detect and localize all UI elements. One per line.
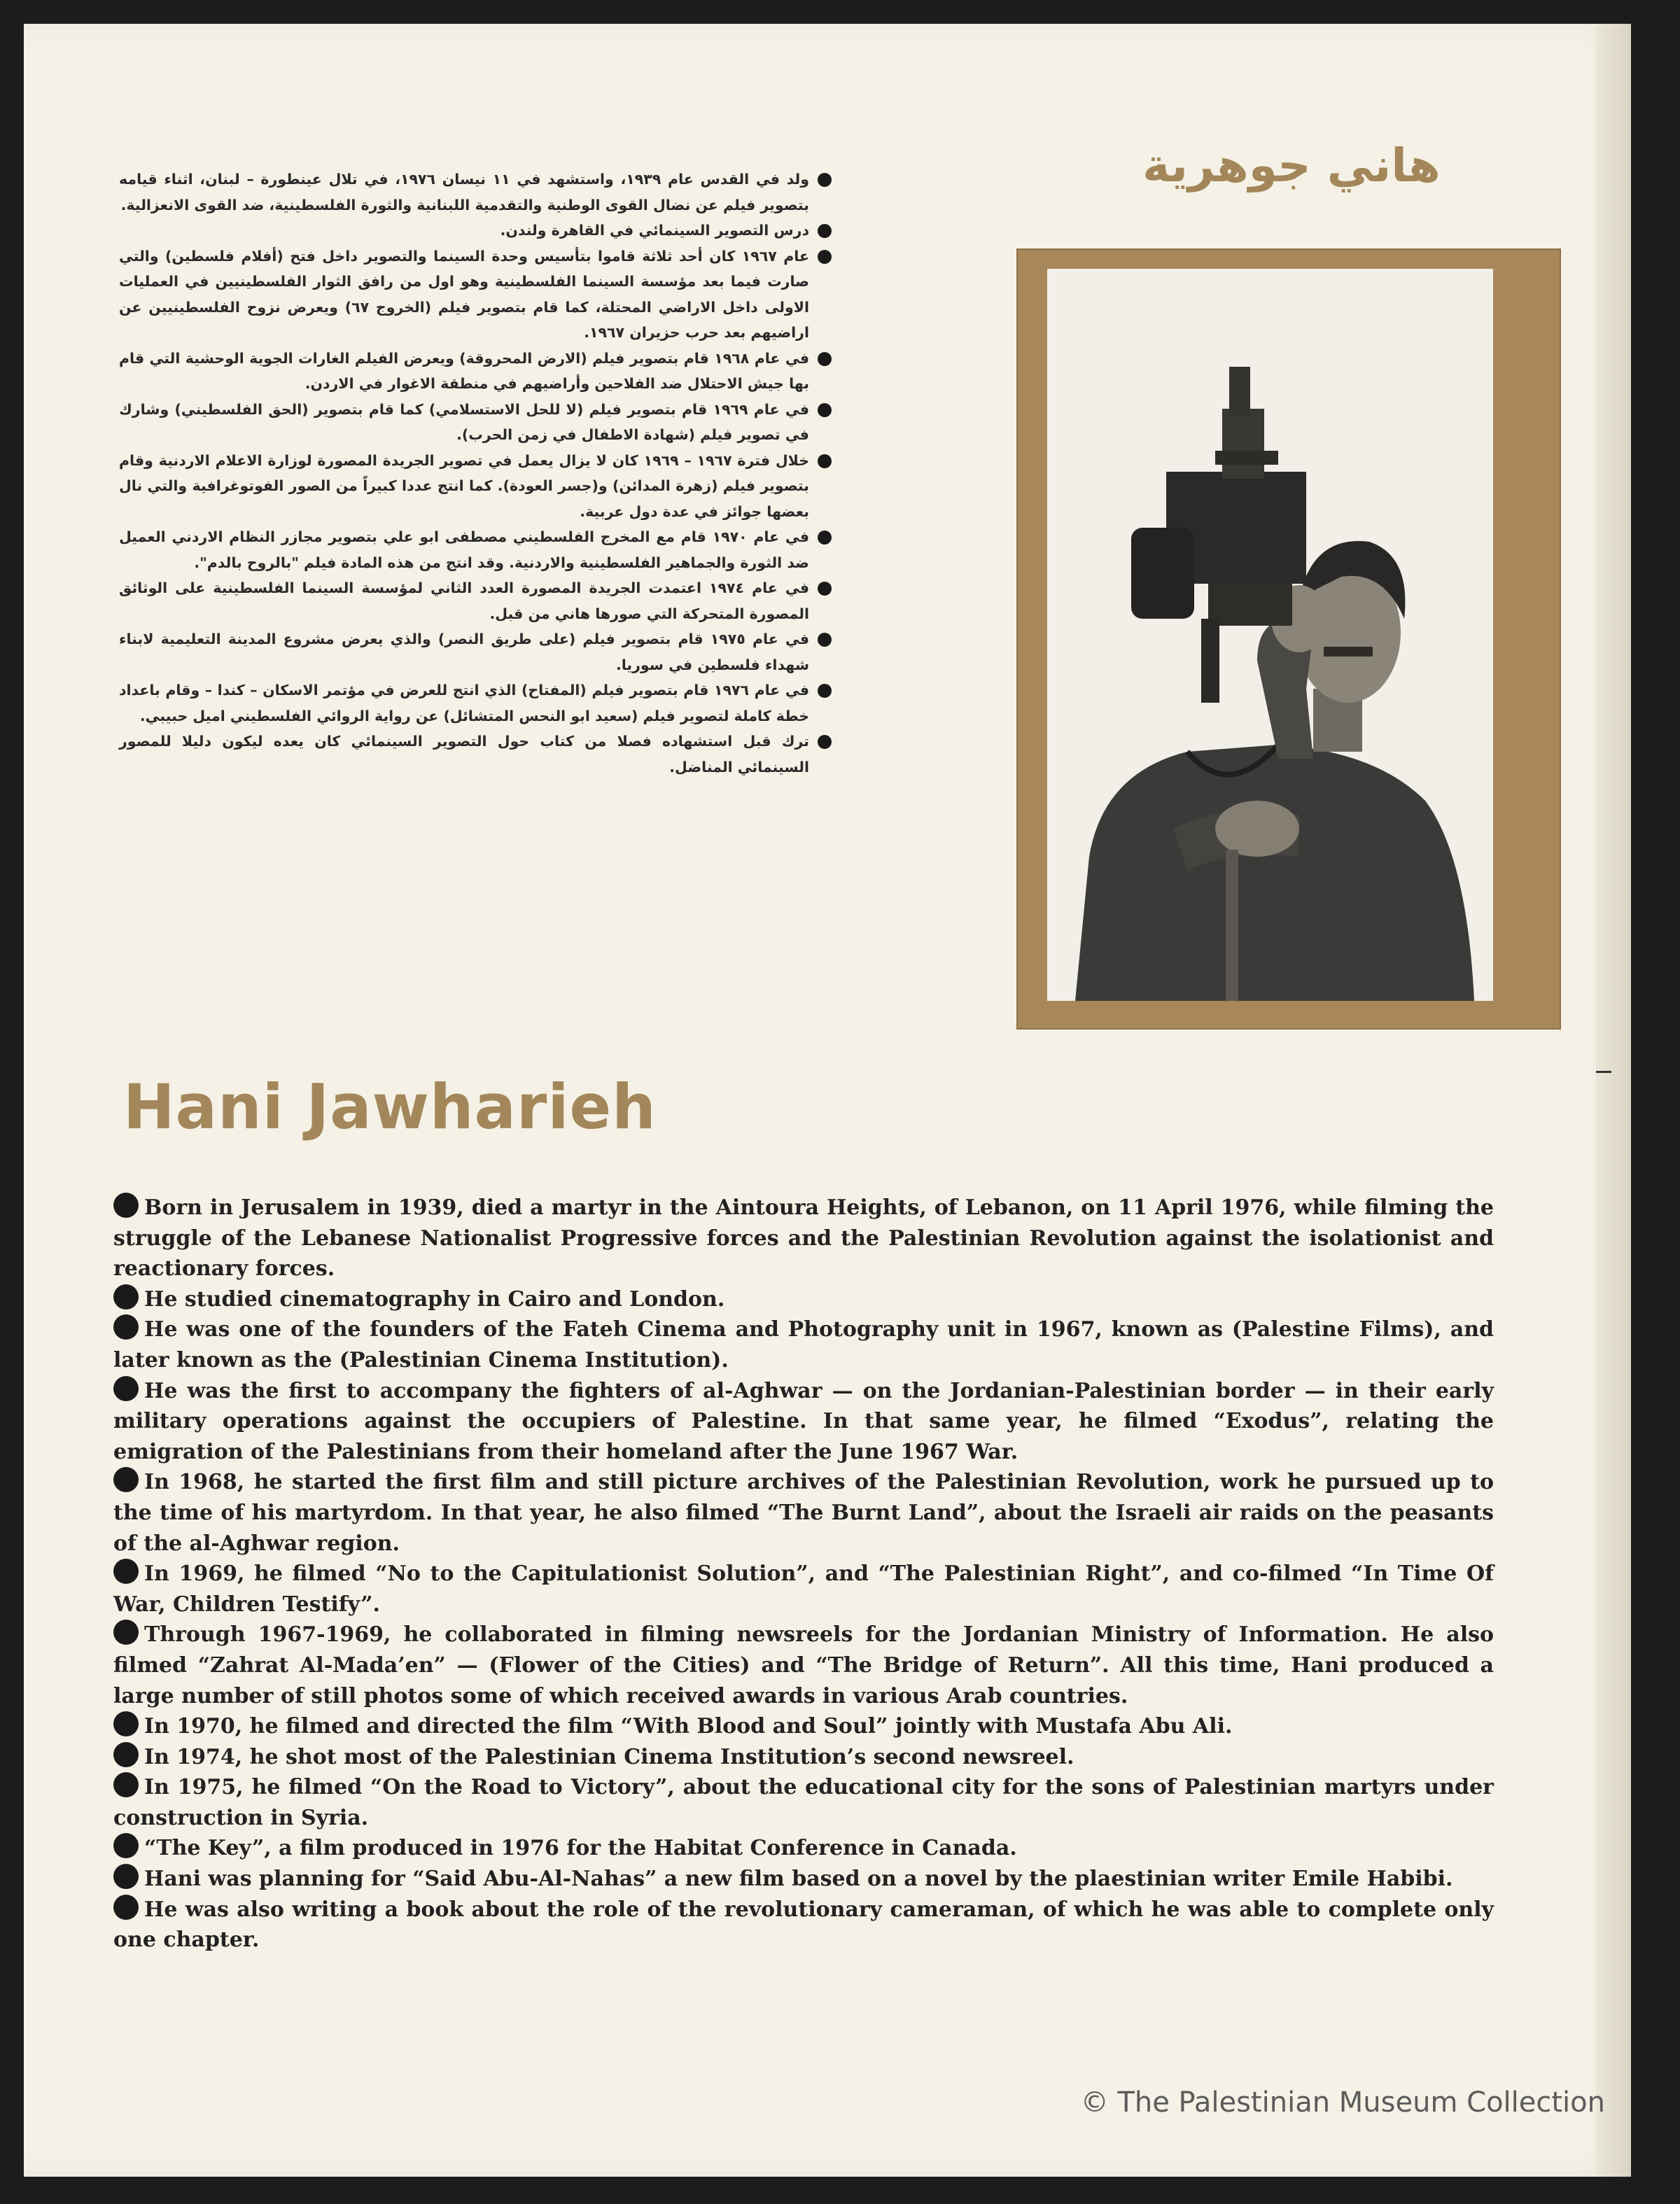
arabic-bio-item: درس التصوير السينمائي في القاهرة ولندن. [119,218,833,244]
english-bio-item: He was one of the founders of the Fateh Cinema and Photography unit in 1967, known as (Palestine Films), and later known as the (Palestinian Cinema Institution). [113,1314,1494,1375]
english-bio-item: He was the first to accompany the fighters of al-Aghwar — on the Jordanian-Palestinian border — in their early military operations against the occupiers of Palestine. In that same year, he filmed “Exodus”, relating the emigration of the Palestinians from their homeland after the June 1967 War. [113,1376,1494,1468]
margin-mark [1596,1071,1611,1073]
arabic-bio-item: في عام ١٩٧٠ قام مع المخرج الفلسطيني مصطفى ابو علي بتصوير مجازر النظام الاردني العميل ضد الثورة والجماهير الفلسطينية والاردنية. وقد انتج من هذه المادة فيلم "بالروح بالدم". [119,524,833,575]
english-bio-item: He was also writing a book about the role of the revolutionary cameraman, of which he was able to complete only one chapter. [113,1895,1494,1956]
collection-credit: © The Palestinian Museum Collection [1080,2086,1605,2119]
english-bio-item: In 1968, he started the first film and still picture archives of the Palestinian Revolution, work he pursued up to the time of his martyrdom. In that year, he also filmed “The Burnt Land”, about the Israeli air raids on the peasants of the al-Aghwar region. [113,1467,1494,1559]
arabic-bio-item: عام ١٩٦٧ كان أحد ثلاثة قاموا بتأسيس وحدة السينما والتصوير داخل فتح (أفلام فلسطين) والتي صارت فيما بعد مؤسسة السينما الفلسطينية وهو اول من رافق الثوار الفلسطينيين في العمليات الاولى داخل الاراضي المحتلة، كما قام بتصوير فيلم (الخروج ٦٧) ويعرض نزوح الفلسطينيين عن اراضيهم بعد حرب حزيران ١٩٦٧. [119,244,833,346]
english-bio-item: In 1969, he filmed “No to the Capitulationist Solution”, and “The Palestinian Right”, and co-filmed “In Time Of War, Children Testify”. [113,1559,1494,1620]
english-bio-item: In 1970, he filmed and directed the film “With Blood and Soul” jointly with Mustafa Abu Ali. [113,1711,1494,1742]
page-edge [1596,24,1631,2177]
cameraman-illustration [1047,269,1493,1001]
english-bio-item: Through 1967-1969, he collaborated in filming newsreels for the Jordanian Ministry of Information. He also filmed “Zahrat Al-Mada’en” — (Flower of the Cities) and “The Bridge of Return”. All this time, Hani produced a large number of still photos some of which received awards in various Arab countries. [113,1620,1494,1711]
arabic-bio-item: في عام ١٩٧٤ اعتمدت الجريدة المصورة العدد الثاني لمؤسسة السينما الفلسطينية على الوثائق المصورة المتحركة التي صورها هاني من قبل. [119,575,833,626]
english-bio-item: In 1974, he shot most of the Palestinian Cinema Institution’s second newsreel. [113,1742,1494,1773]
arabic-bio-item: ولد في القدس عام ١٩٣٩، واستشهد في ١١ نيسان ١٩٧٦، في تلال عينطورة – لبنان، اثناء قيامه بتصوير فيلم عن نضال القوى الوطنية والتقدمية اللبنانية والثورة الفلسطينية، ضد القوى الانعزالية. [119,167,833,218]
arabic-bio-item: في عام ١٩٦٨ قام بتصوير فيلم (الارض المحروقة) ويعرض الفيلم الغارات الجوية الوحشية التي قام بها جيش الاحتلال ضد الفلاحين وأراضيهم في منطقة الاغوار في الاردن. [119,346,833,397]
portrait-photo [1047,269,1493,1001]
arabic-bio-item: في عام ١٩٦٩ قام بتصوير فيلم (لا للحل الاستسلامي) كما قام بتصوير (الحق الفلسطيني) وشارك في تصوير فيلم (شهادة الاطفال في زمن الحرب). [119,397,833,448]
english-bio-list [113,1193,1494,1956]
english-bio-item: Hani was planning for “Said Abu-Al-Nahas” a new film based on a novel by the plaestinian writer Emile Habibi. [113,1864,1494,1895]
arabic-bio-list [119,167,833,780]
arabic-bio-item: ترك قبل استشهاده فصلا من كتاب حول التصوير السينمائي كان يعده ليكون دليلا للمصور السينمائي المناضل. [119,729,833,780]
arabic-bio-item: في عام ١٩٧٦ قام بتصوير فيلم (المفتاح) الذي انتج للعرض في مؤتمر الاسكان – كندا – وقام باعداد خطة كاملة لتصوير فيلم (سعيد ابو النحس المتشائل) عن رواية الروائي الفلسطيني اميل حبيبي. [119,678,833,729]
english-bio-item: In 1975, he filmed “On the Road to Victory”, about the educational city for the sons of Palestinian martyrs under construction in Syria. [113,1772,1494,1833]
arabic-bio-item: خلال فترة ١٩٦٧ – ١٩٦٩ كان لا يزال يعمل في تصوير الجريدة المصورة لوزارة الاعلام الاردنية وقام بتصوير فيلم (زهرة المدائن) و(جسر العودة). كما انتج عددا كبيراً من الصور الفوتوغرافية والتي نال بعضها جوائز في عدة دول عربية. [119,448,833,525]
arabic-title: هاني جوهرية [1142,139,1441,192]
english-title: Hani Jawharieh [123,1071,657,1143]
english-bio-item: “The Key”, a film produced in 1976 for the Habitat Conference in Canada. [113,1833,1494,1864]
arabic-bio-item: في عام ١٩٧٥ قام بتصوير فيلم (على طريق النصر) والذي يعرض مشروع المدينة التعليمية لابناء شهداء فلسطين في سوريا. [119,626,833,678]
english-bio-item: Born in Jerusalem in 1939, died a martyr in the Aintoura Heights, of Lebanon, on 11 April 1976, while filming the struggle of the Lebanese Nationalist Progressive forces and the Palestinian Revolution against the isolationist and reactionary forces. [113,1193,1494,1284]
english-bio-item: He studied cinematography in Cairo and London. [113,1284,1494,1315]
